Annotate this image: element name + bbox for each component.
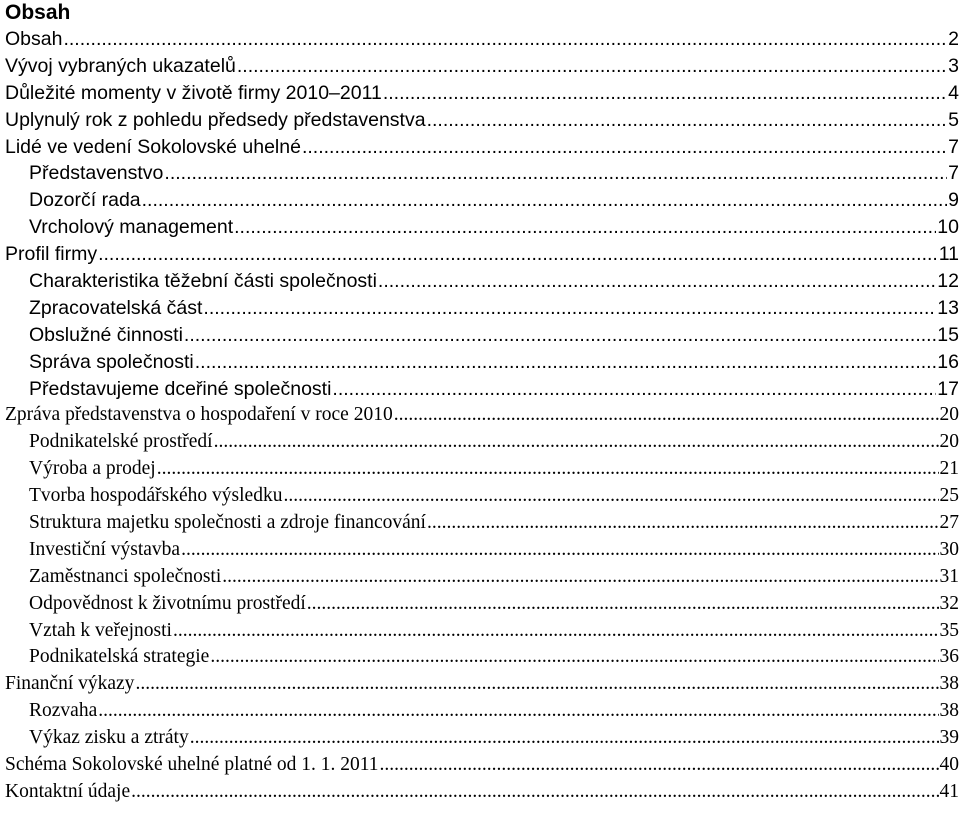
toc-entry-page-number[interactable]: 7: [948, 135, 959, 158]
toc-entry[interactable]: [5, 644, 960, 671]
toc-entry-page-number[interactable]: 13: [937, 296, 959, 319]
toc-entry[interactable]: [5, 483, 960, 510]
toc-dot-leader: [378, 268, 936, 295]
toc-entry-page-number[interactable]: 40: [939, 754, 959, 776]
toc-entry-title[interactable]: Výkaz zisku a ztráty: [29, 727, 189, 749]
toc-entry-page-number[interactable]: 20: [939, 404, 959, 426]
toc-entry[interactable]: [5, 671, 960, 698]
toc-dot-leader: [383, 80, 947, 107]
toc-dot-leader: [283, 483, 938, 510]
toc-entry[interactable]: [5, 295, 960, 322]
toc-entry-title[interactable]: Rozvaha: [29, 700, 98, 722]
toc-entry[interactable]: [5, 187, 960, 214]
toc-entry[interactable]: [5, 53, 960, 80]
toc-entry[interactable]: [5, 80, 960, 107]
toc-entry-page-number[interactable]: 38: [939, 673, 959, 695]
toc-entry-page-number[interactable]: 3: [948, 54, 959, 77]
toc-entry-title[interactable]: Představujeme dceřiné společnosti: [29, 377, 332, 400]
toc-entry-title[interactable]: Lidé ve vedení Sokolovské uhelné: [5, 135, 301, 158]
toc-dot-leader: [302, 134, 947, 161]
toc-entry[interactable]: [5, 349, 960, 376]
toc-entry[interactable]: [5, 214, 960, 241]
toc-dot-leader: [190, 725, 939, 752]
toc-entry-page-number[interactable]: 25: [939, 485, 959, 507]
toc-list: [5, 26, 960, 806]
toc-dot-leader: [307, 591, 939, 618]
toc-entry-page-number[interactable]: 36: [939, 646, 959, 668]
toc-dot-leader: [173, 618, 939, 645]
toc-dot-leader: [380, 752, 939, 779]
toc-dot-leader: [63, 26, 947, 53]
toc-entry[interactable]: [5, 698, 960, 725]
toc-dot-leader: [142, 187, 948, 214]
toc-entry-page-number[interactable]: 7: [948, 162, 959, 185]
toc-entry-title[interactable]: Dozorčí rada: [29, 189, 141, 212]
toc-entry-title[interactable]: Zpráva představenstva o hospodaření v roce 2010: [5, 404, 393, 426]
toc-dot-leader: [98, 698, 938, 725]
toc-entry-page-number[interactable]: 30: [939, 538, 959, 560]
toc-dot-leader: [214, 429, 939, 456]
toc-entry[interactable]: [5, 537, 960, 564]
toc-entry-title[interactable]: Důležité momenty v životě firmy 2010–2011: [5, 81, 382, 104]
toc-entry[interactable]: [5, 725, 960, 752]
toc-entry-title[interactable]: Investiční výstavba: [29, 538, 181, 560]
toc-entry[interactable]: [5, 107, 960, 134]
toc-entry-title[interactable]: Odpovědnost k životnímu prostředí: [29, 592, 306, 614]
toc-entry-page-number[interactable]: 5: [948, 108, 959, 131]
toc-dot-leader: [332, 376, 936, 403]
toc-entry-page-number[interactable]: 31: [939, 565, 959, 587]
toc-heading: Obsah: [5, 1, 71, 24]
toc-entry-page-number[interactable]: 9: [948, 189, 959, 212]
toc-dot-leader: [222, 564, 938, 591]
toc-entry-title[interactable]: Obsah: [5, 28, 63, 50]
toc-entry-title[interactable]: Vrcholový management: [29, 216, 234, 239]
toc-dot-leader: [98, 241, 938, 268]
toc-dot-leader: [427, 510, 939, 537]
toc-entry[interactable]: [5, 376, 960, 403]
toc-entry[interactable]: [5, 134, 960, 161]
toc-entry-page-number[interactable]: 17: [937, 377, 959, 400]
toc-entry-title[interactable]: Podnikatelská strategie: [29, 646, 210, 668]
toc-entry-title[interactable]: Profil firmy: [5, 243, 98, 266]
toc-entry-title[interactable]: Schéma Sokolovské uhelné platné od 1. 1. 2011: [5, 754, 379, 776]
toc-entry[interactable]: [5, 268, 960, 295]
toc-entry-page-number[interactable]: 39: [939, 727, 959, 749]
toc-entry-page-number[interactable]: 12: [937, 270, 959, 293]
toc-entry-page-number[interactable]: 38: [939, 700, 959, 722]
toc-dot-leader: [195, 349, 937, 376]
toc-entry-page-number[interactable]: 11: [938, 243, 959, 266]
toc-entry-page-number[interactable]: 27: [939, 512, 959, 534]
toc-entry-title[interactable]: Vývoj vybraných ukazatelů: [5, 54, 236, 77]
toc-entry-page-number[interactable]: 4: [948, 81, 959, 104]
toc-entry-page-number[interactable]: 2: [948, 28, 959, 50]
toc-dot-leader: [203, 295, 936, 322]
toc-entry-page-number[interactable]: 20: [939, 431, 959, 453]
toc-dot-leader: [181, 537, 938, 564]
toc-entry-title[interactable]: Správa společnosti: [29, 350, 194, 373]
toc-entry-page-number[interactable]: 16: [937, 350, 959, 373]
toc-entry-page-number[interactable]: 35: [939, 619, 959, 641]
toc-dot-leader: [135, 671, 938, 698]
toc-entry-page-number[interactable]: 41: [939, 780, 959, 802]
toc-dot-leader: [164, 160, 947, 187]
toc-entry[interactable]: [5, 429, 960, 456]
toc-entry-title[interactable]: Vztah k veřejnosti: [29, 619, 172, 641]
toc-entry-title[interactable]: Struktura majetku společnosti a zdroje financování: [29, 512, 426, 534]
toc-entry-title[interactable]: Kontaktní údaje: [5, 780, 131, 802]
toc-dot-leader: [234, 214, 936, 241]
toc-entry[interactable]: [5, 510, 960, 537]
toc-entry-title[interactable]: Tvorba hospodářského výsledku: [29, 485, 283, 507]
toc-dot-leader: [237, 53, 947, 80]
toc-entry[interactable]: [5, 241, 960, 268]
toc-entry[interactable]: [5, 564, 960, 591]
toc-dot-leader: [157, 456, 939, 483]
toc-entry[interactable]: [5, 618, 960, 645]
toc-entry-title[interactable]: Podnikatelské prostředí: [29, 431, 213, 453]
toc-dot-leader: [427, 107, 948, 134]
toc-entry-page-number[interactable]: 10: [937, 216, 959, 239]
toc-entry[interactable]: [5, 26, 960, 53]
toc-entry[interactable]: [5, 752, 960, 779]
toc-entry-title[interactable]: Charakteristika těžební části společnosti: [29, 270, 377, 293]
toc-dot-leader: [394, 402, 939, 429]
toc-entry[interactable]: [5, 591, 960, 618]
toc-entry-title[interactable]: Obslužné činnosti: [29, 323, 183, 346]
toc-entry[interactable]: [5, 456, 960, 483]
toc-entry-page-number[interactable]: 21: [939, 458, 959, 480]
toc-entry[interactable]: [5, 160, 960, 187]
toc-dot-leader: [210, 644, 938, 671]
toc-entry-page-number[interactable]: 32: [939, 592, 959, 614]
toc-entry[interactable]: [5, 402, 960, 429]
toc-dot-leader: [184, 322, 936, 349]
toc-entry-title[interactable]: Zaměstnanci společnosti: [29, 565, 222, 587]
toc-entry-title[interactable]: Uplynulý rok z pohledu předsedy představenstva: [5, 108, 426, 131]
toc-entry-title[interactable]: Představenstvo: [29, 162, 164, 185]
toc-entry[interactable]: [5, 322, 960, 349]
table-of-contents: [5, 0, 960, 806]
toc-entry[interactable]: [5, 779, 960, 806]
toc-entry-title[interactable]: Zpracovatelská část: [29, 296, 203, 319]
toc-entry-page-number[interactable]: 15: [937, 323, 959, 346]
toc-dot-leader: [131, 779, 938, 806]
toc-entry-title[interactable]: Finanční výkazy: [5, 673, 135, 695]
toc-entry-title[interactable]: Výroba a prodej: [29, 458, 156, 480]
